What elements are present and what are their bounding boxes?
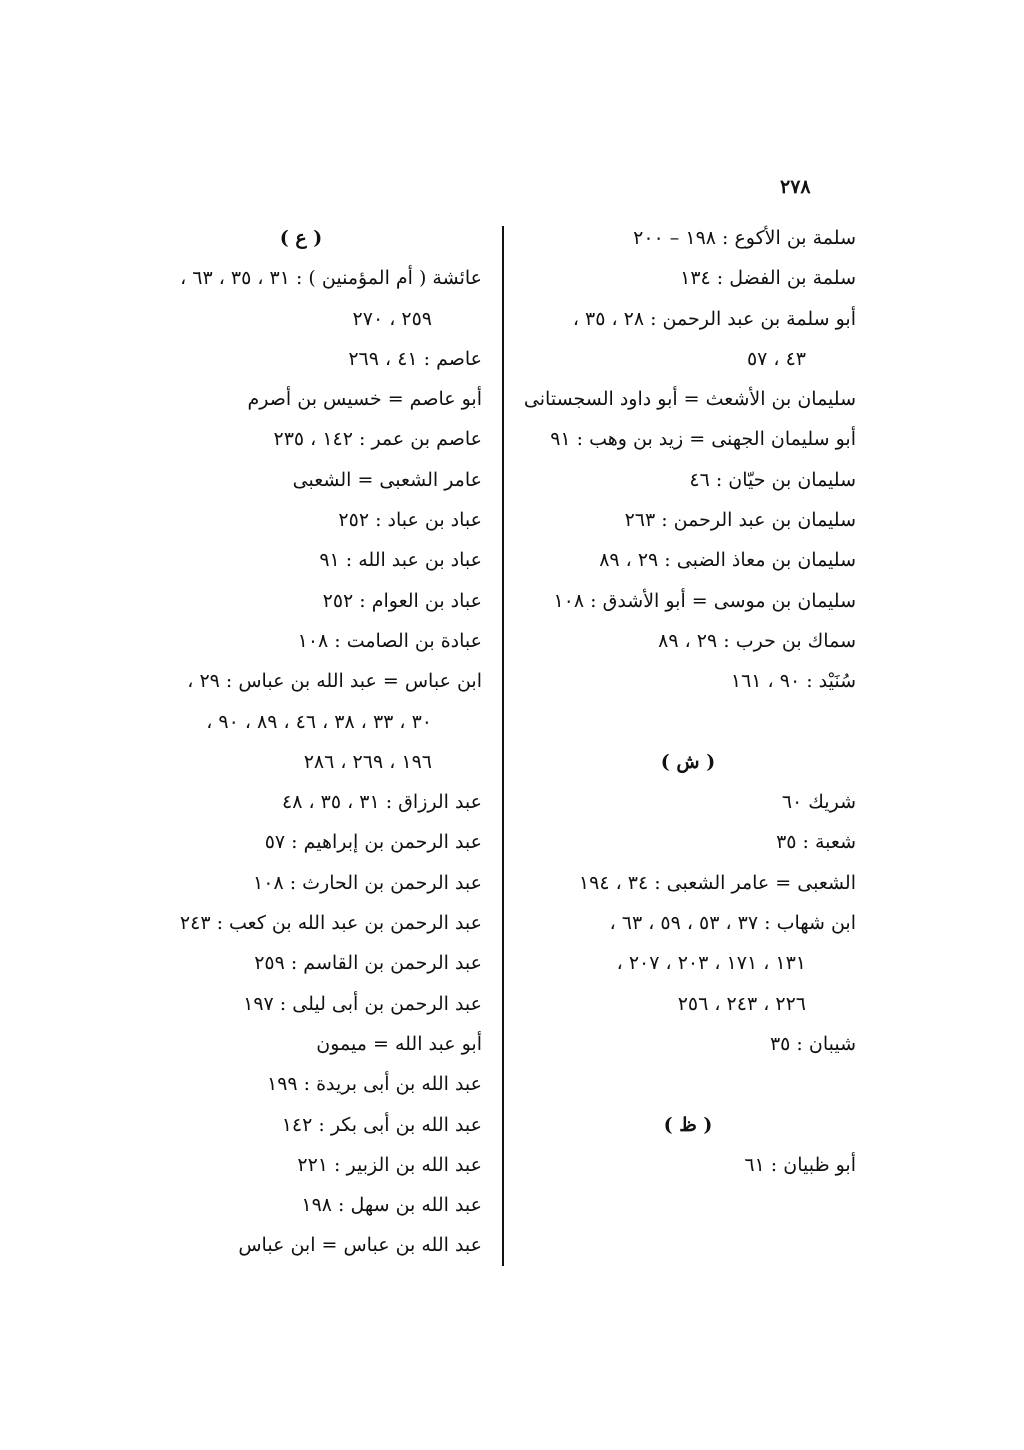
index-entry: ٤٣ ، ٥٧ [746,347,806,370]
index-entry: عباد بن العوام : ٢٥٢ [322,589,482,612]
index-entry: سُنَيْد : ٩٠ ، ١٦١ [730,670,856,693]
index-entry: عبد الرحمن بن الحارث : ١٠٨ [253,871,482,894]
index-entry: ٢٥٩ ، ٢٧٠ [352,307,432,330]
index-entry: عبد الرزاق : ٣١ ، ٣٥ ، ٤٨ [281,791,482,814]
index-entry: عبادة بن الصامت : ١٠٨ [297,629,482,652]
section-heading: ( ظ ) [663,1113,713,1136]
index-entry: عبد الله بن عباس = ابن عباس [238,1234,482,1257]
index-entry: عبد الرحمن بن أبى ليلى : ١٩٧ [243,992,482,1015]
index-entry: عبد الله بن الزبير : ٢٢١ [297,1153,482,1176]
column-divider [502,226,504,1266]
index-entry: أبو عاصم = خسيس بن أصرم [247,388,482,411]
index-entry: أبو سليمان الجهنى = زيد بن وهب : ٩١ [550,428,856,451]
index-entry: عائشة ( أم المؤمنين ) : ٣١ ، ٣٥ ، ٦٣ ، [180,267,482,290]
index-entry: عباد بن عبد الله : ٩١ [319,549,482,572]
index-entry: سليمان بن عبد الرحمن : ٢٦٣ [624,509,856,532]
index-entry: عبد الرحمن بن إبراهيم : ٥٧ [264,831,482,854]
index-entry: سليمان بن معاذ الضبى : ٢٩ ، ٨٩ [599,549,856,572]
index-entry: عبد الله بن أبى بريدة : ١٩٩ [267,1073,482,1096]
index-entry: عبد الرحمن بن عبد الله بن كعب : ٢٤٣ [179,912,482,935]
index-entry: عبد الله بن أبى بكر : ١٤٢ [281,1113,482,1136]
blank-line [520,702,856,742]
index-entry: سليمان بن الأشعث = أبو داود السجستانى [523,388,856,411]
index-column-left [120,218,482,1266]
blank-line [520,1064,856,1104]
page-number: ٢٧٨ [780,176,811,198]
index-entry: أبو عبد الله = ميمون [316,1032,482,1055]
index-entry: شريك ٦٠ [781,791,856,814]
index-entry: شيبان : ٣٥ [769,1032,856,1055]
section-heading: ( ع ) [279,227,323,249]
index-entry: عبد الرحمن بن القاسم : ٢٥٩ [254,952,482,975]
index-entry: عباد بن عباد : ٢٥٢ [338,509,482,532]
index-entry: عامر الشعبى = الشعبى [292,468,482,491]
index-entry: ابن عباس = عبد الله بن عباس : ٢٩ ، [187,670,482,693]
index-column-right [520,218,856,1185]
index-entry: سلمة بن الأكوع : ١٩٨ – ٢٠٠ [633,227,856,249]
index-entry: سلمة بن الفضل : ١٣٤ [680,267,856,290]
index-entry: عاصم بن عمر : ١٤٢ ، ٢٣٥ [273,428,482,451]
index-entry: سماك بن حرب : ٢٩ ، ٨٩ [658,629,856,652]
index-entry: ٢٢٦ ، ٢٤٣ ، ٢٥٦ [677,992,806,1015]
index-entry: ابن شهاب : ٣٧ ، ٥٣ ، ٥٩ ، ٦٣ ، [609,912,856,935]
index-entry: سليمان بن موسى = أبو الأشدق : ١٠٨ [553,589,856,612]
index-entry: عبد الله بن سهل : ١٩٨ [301,1194,482,1217]
index-entry: شعبة : ٣٥ [776,831,856,854]
index-entry: الشعبى = عامر الشعبى : ٣٤ ، ١٩٤ [578,871,856,894]
index-entry: ١٣١ ، ١٧١ ، ٢٠٣ ، ٢٠٧ ، [616,952,806,975]
index-entry: ١٩٦ ، ٢٦٩ ، ٢٨٦ [303,750,432,773]
index-entry: أبو سلمة بن عبد الرحمن : ٢٨ ، ٣٥ ، [572,307,856,330]
index-entry: عاصم : ٤١ ، ٢٦٩ [348,347,482,370]
index-entry: أبو ظبيان : ٦١ [744,1153,856,1176]
index-entry: سليمان بن حيّان : ٤٦ [689,468,856,491]
section-heading: ( ش ) [660,750,716,773]
index-entry: ٣٠ ، ٣٣ ، ٣٨ ، ٤٦ ، ٨٩ ، ٩٠ ، [206,710,432,733]
